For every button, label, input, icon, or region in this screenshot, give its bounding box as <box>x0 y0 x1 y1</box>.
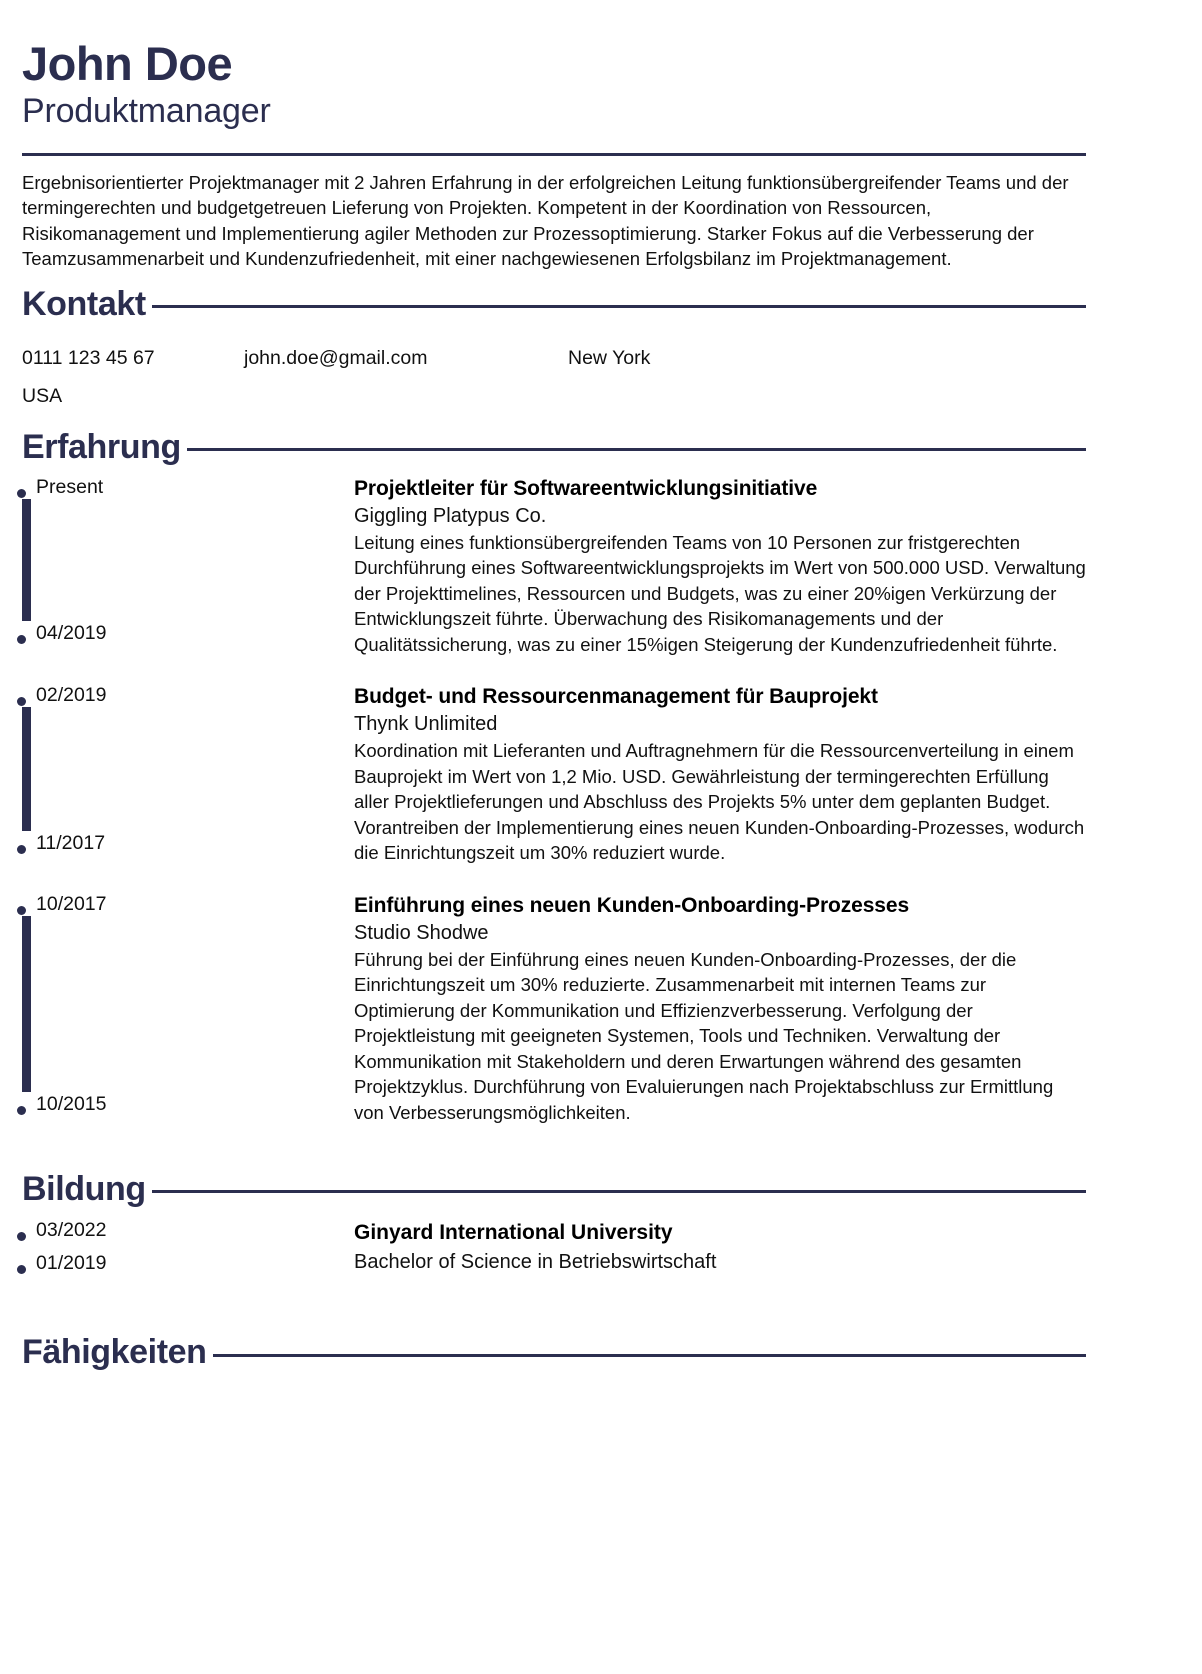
education-degree: Bachelor of Science in Betriebswirtschaft <box>354 1251 717 1274</box>
experience-description: Führung bei der Einführung eines neuen Kunden-Onboarding-Prozesses, der die Einrichtungszeit um 30% reduzierte. Zusammenarbeit mit internen Teams zur Optimierung der Kommunikation und Effizienzverbesserung. Verfolgung der Projektleistung mit geeigneten Systemen, Tools und Techniken. Verwaltung der Kommunikation mit Stakeholdern und deren Erwartungen während des gesamten Projektzyklus. Durchführung von Evaluierungen nach Projektabschluss zur Ermittlung von Verbesserungsmöglichkeiten. <box>354 948 1054 1123</box>
experience-item <box>22 892 1086 1126</box>
date-text: 10/2017 <box>36 892 107 915</box>
timeline-dot-icon <box>17 489 26 498</box>
experience-content <box>340 475 1086 658</box>
experience-dates <box>22 892 340 1116</box>
date-text: 02/2019 <box>36 684 107 707</box>
contact-country: USA <box>22 385 63 408</box>
education-start-date <box>36 1251 340 1275</box>
experience-title: Einführung eines neuen Kunden-Onboarding-Prozesses <box>354 893 910 917</box>
contact-row-secondary <box>22 377 1086 415</box>
experience-company: Giggling Platypus Co. <box>354 504 547 527</box>
experience-description: Leitung eines funktionsübergreifenden Teams von 10 Personen zur fristgerechten Durchführung eines Softwareentwicklungsprojekts im Wert von 500.000 USD. Verwaltung der Projekttimelines, Ressourcen und Budgets, was zu einer 20%igen Verkürzung der Entwicklungszeit führte. Überwachung des Risikomanagements und der Qualitätssicherung, was zu einer 15%igen Steigerung der Kundenzufriedenheit führte. <box>354 531 1086 655</box>
timeline-dot-icon <box>17 845 26 854</box>
candidate-name: John Doe <box>22 37 233 90</box>
section-heading-skills <box>22 1334 1086 1371</box>
section-rule <box>152 1190 1086 1193</box>
section-title-skills: Fähigkeiten <box>22 1333 207 1372</box>
section-heading-education <box>22 1171 1086 1208</box>
timeline-bar <box>22 707 31 831</box>
experience-start-date <box>36 831 340 855</box>
timeline-dot-icon <box>17 906 26 915</box>
profile-summary: Ergebnisorientierter Projektmanager mit 2 Jahren Erfahrung in der erfolgreichen Leitung funktionsübergreifender Teams und der termingerechten und budgetgetreuen Lieferung von Projekten. Kompetent in der Koordination von Ressourcen, Risikomanagement und Implementierung agiler Methoden zur Prozessoptimierung. Starker Fokus auf die Verbesserung der Teamzusammenarbeit und Kundenzufriedenheit, mit einer nachgewiesenen Erfolgsbilanz im Projektmanagement. <box>22 171 1069 270</box>
contact-block <box>22 339 1086 415</box>
experience-dates <box>22 683 340 855</box>
date-text: 04/2019 <box>36 621 107 644</box>
experience-title: Projektleiter für Softwareentwicklungsinitiative <box>354 476 818 500</box>
education-dates <box>22 1218 340 1275</box>
experience-title: Budget- und Ressourcenmanagement für Bauprojekt <box>354 685 878 709</box>
timeline-bar <box>22 499 31 621</box>
education-item <box>22 1218 1086 1276</box>
section-rule <box>213 1354 1086 1357</box>
date-text: Present <box>36 475 104 498</box>
section-title-contact: Kontakt <box>22 284 146 323</box>
section-rule <box>187 448 1086 451</box>
experience-content <box>340 683 1086 866</box>
experience-company: Thynk Unlimited <box>354 713 498 736</box>
experience-start-date <box>36 621 340 645</box>
education-school: Ginyard International University <box>354 1221 673 1245</box>
experience-list <box>22 475 1086 1126</box>
contact-city: New York <box>568 347 651 370</box>
section-title-education: Bildung <box>22 1170 146 1209</box>
section-heading-contact <box>22 286 1086 323</box>
education-content <box>340 1218 1086 1276</box>
experience-item <box>22 683 1086 866</box>
timeline-dot-icon <box>17 1265 26 1274</box>
education-end-date <box>36 1218 340 1242</box>
candidate-role: Produktmanager <box>22 91 271 130</box>
experience-end-date <box>36 683 340 707</box>
experience-start-date <box>36 1092 340 1116</box>
experience-company: Studio Shodwe <box>354 921 489 944</box>
contact-phone[interactable]: 0111 123 45 67 <box>22 347 155 370</box>
date-text: 01/2019 <box>36 1252 107 1275</box>
experience-content <box>340 892 1086 1126</box>
resume-header <box>22 38 1086 131</box>
experience-dates <box>22 475 340 645</box>
date-text: 10/2015 <box>36 1092 107 1115</box>
experience-description: Koordination mit Lieferanten und Auftragnehmern für die Ressourcenverteilung in einem Bauprojekt im Wert von 1,2 Mio. USD. Gewährleistung der termingerechten Erfüllung aller Projektlieferungen und Abschluss des Projekts 5% unter dem geplanten Budget. Vorantreiben der Implementierung eines neuen Kunden-Onboarding-Prozesses, wodurch die Einrichtungszeit um 30% reduziert wurde. <box>354 740 1085 864</box>
contact-row-primary <box>22 339 1086 377</box>
experience-end-date <box>36 475 340 499</box>
timeline-dot-icon <box>17 1106 26 1115</box>
section-heading-experience <box>22 429 1086 466</box>
timeline-dot-icon <box>17 635 26 644</box>
date-text: 11/2017 <box>36 832 106 855</box>
experience-item <box>22 475 1086 658</box>
timeline-dot-icon <box>17 697 26 706</box>
contact-email[interactable]: john.doe@gmail.com <box>244 347 428 370</box>
section-title-experience: Erfahrung <box>22 428 181 467</box>
timeline-dot-icon <box>17 1232 26 1241</box>
timeline-bar <box>22 916 31 1092</box>
experience-end-date <box>36 892 340 916</box>
header-divider <box>22 153 1086 156</box>
date-text: 03/2022 <box>36 1219 107 1242</box>
section-rule <box>152 305 1086 308</box>
